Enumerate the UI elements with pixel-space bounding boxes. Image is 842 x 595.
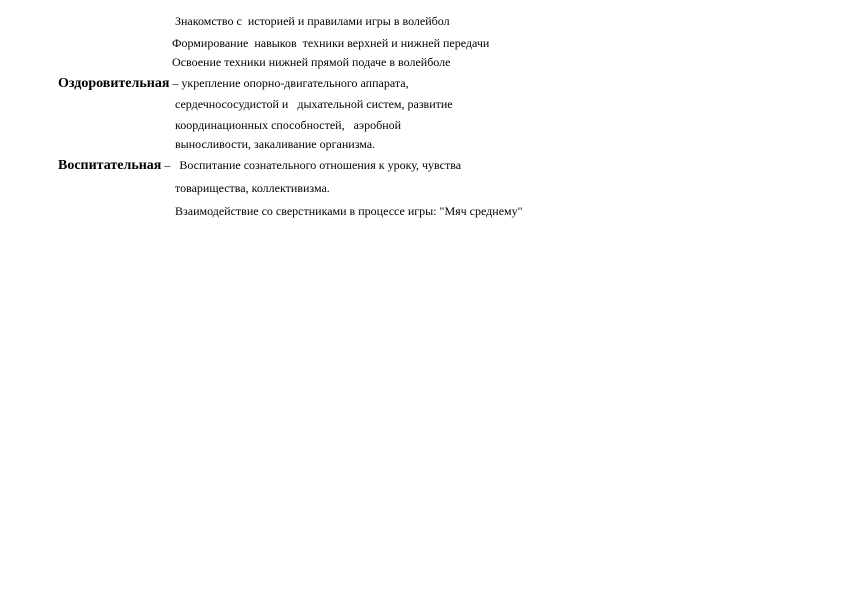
educational-section xyxy=(58,158,461,173)
objective-line-2: Формирование навыков техники верхней и нижней передачи xyxy=(172,36,490,50)
educational-dash: – xyxy=(161,158,180,172)
health-text-line-3: координационных способностей, аэробной xyxy=(175,118,402,132)
educational-text-line-3: Взаимодействие со сверстниками в процессе игры: "Мяч среднему" xyxy=(175,204,523,218)
educational-text-line-2: товарищества, коллективизма. xyxy=(175,181,330,195)
health-text-line-4: выносливости, закаливание организма. xyxy=(175,137,376,151)
health-section xyxy=(58,76,409,91)
health-text-line-2: сердечнососудистой и дыхательной систем, развитие xyxy=(175,97,453,111)
educational-text-first: Воспитание сознательного отношения к уроку, чувства xyxy=(179,158,462,172)
objective-line-3: Освоение техники нижней прямой подаче в волейболе xyxy=(172,55,451,69)
health-text-first: укрепление опорно-двигательного аппарата, xyxy=(181,76,409,90)
educational-heading: Воспитательная xyxy=(58,158,162,173)
health-heading: Оздоровительная xyxy=(58,76,170,91)
health-dash: – xyxy=(169,76,182,90)
objective-line-1: Знакомство с историей и правилами игры в волейбол xyxy=(175,14,450,28)
